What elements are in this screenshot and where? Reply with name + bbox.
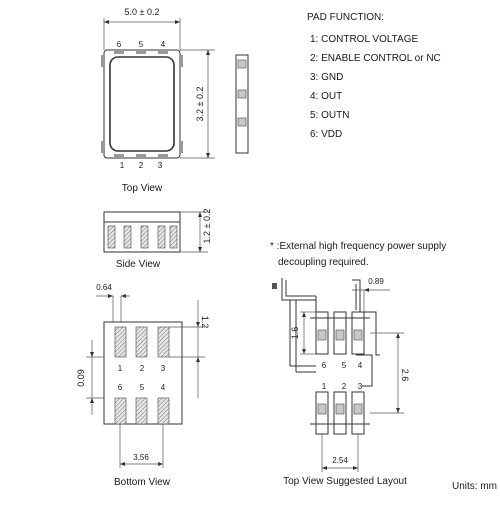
layout-pin-3: 3 [357,382,363,391]
top-view-pin-6: 6 [116,40,122,49]
side-view-thickness-dim: 1.2 ± 0.2 [202,208,212,244]
bottom-view-pin-1: 1 [117,364,123,373]
pad-function-item-1: 1: CONTROL VOLTAGE [310,34,419,45]
bottom-view-pin-6: 6 [117,383,123,392]
top-view-width-dim: 5.0 ± 0.2 [124,7,160,17]
layout-row-pitch-dim: 2.6 [400,368,410,382]
layout-note-line-1: * :External high frequency power supply [270,241,447,252]
bottom-view-caption: Bottom View [114,477,170,488]
units-label: Units: mm [452,481,497,492]
layout-pad-height-dim: 1.6 [290,326,300,340]
bottom-view-pin-3: 3 [160,364,166,373]
top-view-pin-4: 4 [160,40,166,49]
top-view-pin-2: 2 [138,161,144,170]
bottom-view-row-spacing-dim: 0.09 [76,369,86,387]
bottom-view-pin-2: 2 [139,364,145,373]
bottom-view-pin-5: 5 [139,383,145,392]
top-view-pin-1: 1 [119,161,125,170]
layout-pin-5: 5 [341,361,347,370]
side-view-caption: Side View [115,259,161,270]
pad-function-heading: PAD FUNCTION: [307,12,385,23]
layout-note-line-2: decoupling required. [278,257,369,268]
top-view-height-dim: 3.2 ± 0.2 [195,86,205,122]
pad-function-item-2: 2: ENABLE CONTROL or NC [310,53,441,64]
layout-pin-1: 1 [321,382,327,391]
top-view-pin-3: 3 [157,161,163,170]
layout-pin-2: 2 [341,382,347,391]
bottom-view-pad-width-dim: 0.64 [96,283,112,292]
bottom-view-pin-4: 4 [160,383,166,392]
pad-function-item-4: 4: OUT [310,91,343,102]
pad-function-item-3: 3: GND [310,72,344,83]
top-view-pin-5: 5 [138,40,144,49]
top-view [101,7,215,194]
bottom-view-pitch-dim: 3.56 [133,453,149,462]
pad-function-list [307,12,441,140]
side-view [104,209,212,270]
layout-pad-width-dim: 0.89 [368,277,384,286]
layout-caption: Top View Suggested Layout [283,476,407,487]
layout-pin-4: 4 [357,361,363,370]
bottom-view [76,283,210,488]
layout-pin-6: 6 [321,361,327,370]
bottom-view-pad-height-dim: 1.2 [200,315,210,329]
top-view-caption: Top View [121,183,163,194]
end-profile [236,55,248,153]
pad-function-item-6: 6: VDD [310,129,343,140]
suggested-layout [270,241,446,487]
pad-function-item-5: 5: OUTN [310,110,350,121]
layout-pitch-dim: 2.54 [332,456,348,465]
